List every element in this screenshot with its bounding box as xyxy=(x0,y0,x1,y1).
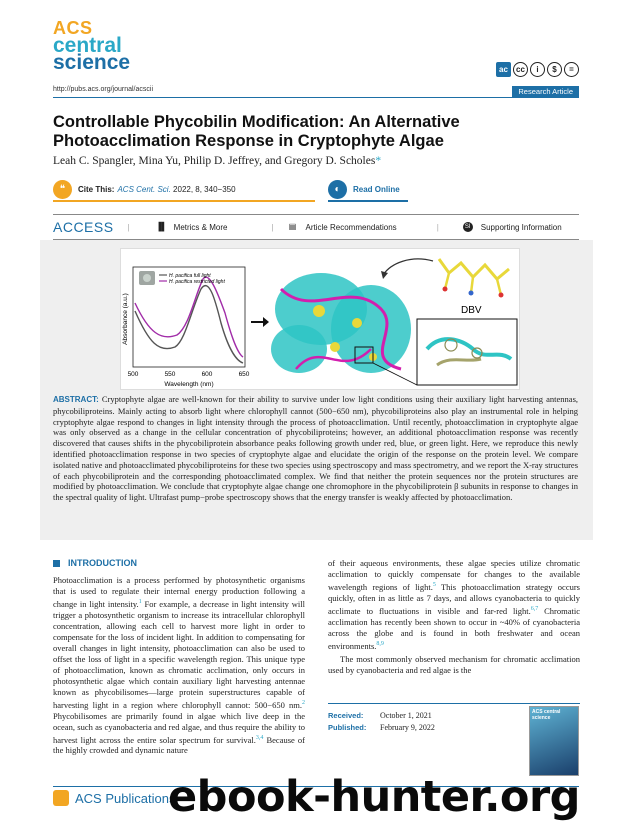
text-run: This photoacclimation strategy occurs quickly, often in as little as 7 days, and allows cyanobacteria to quickly acclimate to fluctuations in visible and far-red light. xyxy=(328,581,580,616)
supporting-info-link[interactable] xyxy=(463,222,562,232)
legend-label-1: H. pacifica full light xyxy=(169,273,211,279)
journal-cover-thumbnail[interactable] xyxy=(529,706,579,776)
journal-logo[interactable] xyxy=(53,18,131,74)
intro-paragraph-3: The most commonly observed mechanism for chromatic acclimation used by cyanobacteria and red algae is the xyxy=(328,654,580,676)
access-bar xyxy=(53,214,579,240)
article-title: Controllable Phycobilin Modification: An Alternative Photoacclimation Response in Cryptophyte Algae xyxy=(53,113,460,150)
received-date: October 1, 2021 xyxy=(380,711,432,720)
author-list xyxy=(53,155,381,167)
reference-link[interactable]: 8,9 xyxy=(376,640,384,647)
si-icon: SI xyxy=(463,222,473,232)
access-label: ACCESS xyxy=(53,219,114,235)
supporting-info-label: Supporting Information xyxy=(480,222,562,232)
abstract-text: Cryptophyte algae are well-known for their ability to survive under low light conditions using their auxiliary light harvesting antennas, phycobiliproteins. Mainly acting to absorb light where chlorophyll cannot (500−650 nm), phycobiliproteins also play an instrumental role in helping cryptophyte algae respond to changes in light intensity through the process of photoacclimation. Until recently, photoacclimation in cryptophyte algae was only observed as a change in the cellular concentration of phycobiliproteins; however, an additional photoacclimation response was recently discovered that causes shifts in the phycobiliprotein absorbance peaks following growth under red, blue, or green light. Here, we reproduce this newly identified photoacclimation response in two species of cryptophyte algae and elucidate the origin of the response on the protein level. We compare isolated native and photoacclimated phycobiliproteins for these two species using spectroscopy and mass spectrometry, and we report the X-ray structures of each phycobiliprotein and the corresponding photoacclimated complex. We find that neither the protein sequences nor the protein structures are modified by photoacclimation. We conclude that cryptophyte algae change one chromophore in the phycobiliprotein β subunits in response to changes in the spectral quality of light. Ultrafast pump−probe spectroscopy shows that the energy transfer is weakly affected by photoacclimation. xyxy=(53,394,579,503)
cc-logo-icon[interactable]: ac xyxy=(496,62,511,77)
reference-link[interactable]: 2 xyxy=(302,699,305,706)
text-run: of their aqueous environments, these algae species utilize chromatic acclimation to quickly compensate for changes to the available wavelength regions of light. xyxy=(328,558,580,592)
globe-icon: ◐ xyxy=(328,180,347,199)
nd-icon[interactable]: = xyxy=(564,62,579,77)
text-run: Photoacclimation is a process performed by photosynthetic organisms that is used to regulate their internal energy production following a change in light intensity. xyxy=(53,575,305,609)
series-restricted-light xyxy=(135,277,243,357)
citation-details: 2022, 8, 340−350 xyxy=(173,184,236,194)
header-divider xyxy=(53,97,579,98)
abstract-label: ABSTRACT: xyxy=(53,395,99,404)
y-axis-label: Absorbance (a.u.) xyxy=(122,293,129,345)
x-tick-600: 600 xyxy=(201,371,213,378)
absorbance-plot xyxy=(122,267,250,388)
cite-this-box[interactable] xyxy=(53,178,315,202)
text-run: Chromatic acclimation has recently been shown to occur in ~40% of cyanobacteria across the globe and is found in both freshwater and ocean environments. xyxy=(328,605,580,651)
watermark-text: ebook-hunter.org xyxy=(168,772,580,822)
logo-line-science: science xyxy=(53,51,131,74)
recommendations-link[interactable] xyxy=(288,222,397,232)
right-column xyxy=(328,558,580,676)
citation-journal: ACS Cent. Sci. xyxy=(117,184,171,194)
toc-graphic-svg xyxy=(121,249,521,391)
dbv-molecule xyxy=(439,259,509,316)
text-run: For example, a decrease in light intensity will trigger a photosynthetic organism to increase its intracellular chlorophyll concentration, allowing each cell to harvest more light in order to compensate for the loss of incident light. In addition to compensating for overall changes in light intensity, photoacclimation can also be used to offset the loss of light in a specific wavelength region. This unique type of photoacclimation, known as chromatic acclimation, only occurs in photosynthetic algae which contain auxiliary light harvesting antennae known as phycobilisomes—large protein superstructures capable of harvesting light in a region where chlorophyll cannot: 500−650 nm. xyxy=(53,598,305,710)
cc-icon[interactable]: cc xyxy=(513,62,528,77)
nc-icon[interactable]: $ xyxy=(547,62,562,77)
received-label: Received: xyxy=(328,711,364,720)
x-tick-650: 650 xyxy=(238,371,250,378)
publisher-name: ACS Publications xyxy=(75,790,176,806)
series-full-light xyxy=(135,286,243,363)
corresponding-author-mark[interactable]: * xyxy=(375,155,382,167)
separator: | xyxy=(436,222,439,232)
protein-structure xyxy=(271,273,411,373)
recommendations-label: Article Recommendations xyxy=(305,222,397,232)
article-type-badge: Research Article xyxy=(512,86,579,97)
x-tick-500: 500 xyxy=(127,371,139,378)
dbv-label: DBV xyxy=(461,305,482,316)
metrics-link[interactable] xyxy=(156,222,228,232)
text-run: Because of the highly crowded and dynamic nature xyxy=(53,734,305,756)
intro-paragraph-2 xyxy=(328,558,580,651)
logo-line-acs: ACS xyxy=(53,18,93,38)
left-column xyxy=(53,558,305,756)
bar-chart-icon: ▐▌ xyxy=(155,222,167,231)
by-icon[interactable]: i xyxy=(530,62,545,77)
metrics-label: Metrics & More xyxy=(173,222,228,232)
separator: | xyxy=(127,222,130,232)
quote-icon: ❝ xyxy=(53,180,72,199)
acs-publications-logo[interactable] xyxy=(53,790,175,806)
toc-graphic[interactable] xyxy=(120,248,520,390)
logo-line-central: central xyxy=(53,34,122,57)
read-online-label: Read Online xyxy=(353,184,400,194)
x-axis-label: Wavelength (nm) xyxy=(164,381,214,388)
abstract-paragraph xyxy=(53,394,578,503)
citation-reference[interactable] xyxy=(117,185,235,194)
curved-arrow-icon xyxy=(383,259,433,275)
acs-hexagon-icon xyxy=(53,790,69,806)
reference-link[interactable]: 1 xyxy=(138,599,142,605)
cover-logo: ACS central science xyxy=(532,709,561,721)
cite-label: Cite This: xyxy=(78,184,115,194)
reference-link[interactable]: 5 xyxy=(432,582,436,588)
right-arrow-icon xyxy=(251,317,269,327)
published-label: Published: xyxy=(328,723,367,732)
reference-link[interactable]: 3,4 xyxy=(255,734,264,741)
section-marker-icon xyxy=(53,560,60,567)
journal-url-link[interactable]: http://pubs.acs.org/journal/acscii xyxy=(53,86,153,93)
legend-label-2: H. pacifica restricted light xyxy=(169,279,225,285)
document-icon: ▤ xyxy=(288,222,297,231)
section-heading xyxy=(53,558,305,569)
read-online-button[interactable] xyxy=(328,178,408,202)
license-icons[interactable] xyxy=(496,62,579,77)
author-names: Leah C. Spangler, Mina Yu, Philip D. Jeffrey, and Gregory D. Scholes xyxy=(53,155,376,167)
x-tick-550: 550 xyxy=(164,371,176,378)
section-heading-text: INTRODUCTION xyxy=(68,558,137,568)
reference-link[interactable]: 6,7 xyxy=(530,605,539,612)
separator: | xyxy=(271,222,274,232)
algae-cell-icon xyxy=(143,274,151,282)
text-run: Phycobilisomes are primarily found in algae which live deep in the ocean, such as cyanobacteria and red algae, and thus require the ability to harvest light across the entire solar spectrum for survival. xyxy=(53,710,305,745)
published-date: February 9, 2022 xyxy=(380,723,435,732)
intro-paragraph-1 xyxy=(53,575,305,756)
